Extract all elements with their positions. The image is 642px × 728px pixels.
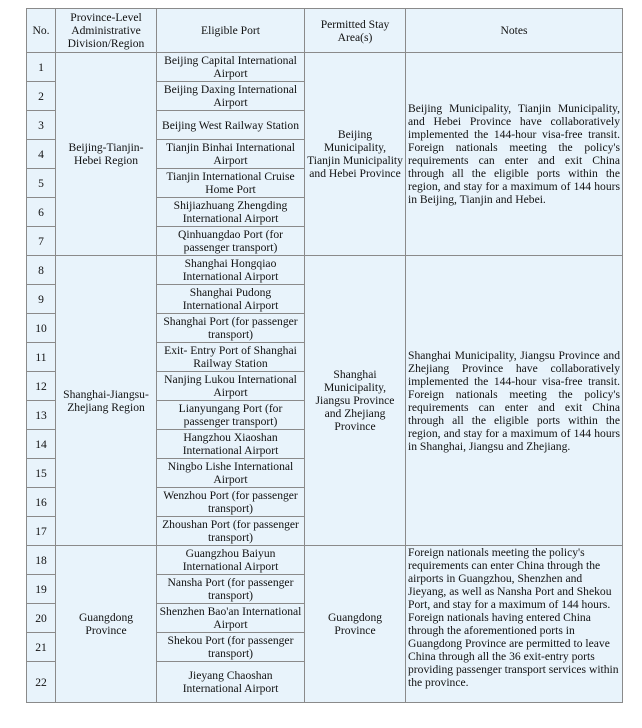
- row-number: 13: [27, 401, 56, 430]
- row-number: 9: [27, 285, 56, 314]
- header-province: Province-Level Administrative Division/Region: [56, 9, 157, 53]
- table-body: [27, 53, 623, 703]
- row-number: 16: [27, 488, 56, 517]
- port-cell: Hangzhou Xiaoshan International Airport: [157, 430, 305, 459]
- stay-area-cell: Guangdong Province: [305, 546, 406, 703]
- port-cell: Qinhuangdao Port (for passenger transport): [157, 227, 305, 256]
- table-row: [27, 53, 623, 82]
- header-stay: Permitted Stay Area(s): [305, 9, 406, 53]
- row-number: 6: [27, 198, 56, 227]
- row-number: 14: [27, 430, 56, 459]
- row-number: 1: [27, 53, 56, 82]
- port-cell: Shekou Port (for passenger transport): [157, 633, 305, 662]
- port-cell: Shanghai Port (for passenger transport): [157, 314, 305, 343]
- port-cell: Nansha Port (for passenger transport): [157, 575, 305, 604]
- port-cell: Tianjin Binhai International Airport: [157, 140, 305, 169]
- port-cell: Shijiazhuang Zhengding International Airport: [157, 198, 305, 227]
- region-cell: Guangdong Province: [56, 546, 157, 703]
- port-cell: Exit- Entry Port of Shanghai Railway Station: [157, 343, 305, 372]
- row-number: 15: [27, 459, 56, 488]
- port-cell: Shanghai Pudong International Airport: [157, 285, 305, 314]
- row-number: 11: [27, 343, 56, 372]
- table-row: [27, 546, 623, 575]
- row-number: 18: [27, 546, 56, 575]
- stay-area-cell: Beijing Municipality, Tianjin Municipality and Hebei Province: [305, 53, 406, 256]
- header-port: Eligible Port: [157, 9, 305, 53]
- region-cell: Beijing-Tianjin-Hebei Region: [56, 53, 157, 256]
- row-number: 12: [27, 372, 56, 401]
- port-cell: Beijing West Railway Station: [157, 111, 305, 140]
- row-number: 2: [27, 82, 56, 111]
- region-cell: Shanghai-Jiangsu-Zhejiang Region: [56, 256, 157, 546]
- port-cell: Beijing Capital International Airport: [157, 53, 305, 82]
- row-number: 20: [27, 604, 56, 633]
- visa-free-ports-table: [26, 8, 623, 703]
- row-number: 3: [27, 111, 56, 140]
- header-notes: Notes: [406, 9, 623, 53]
- table-row: [27, 256, 623, 285]
- row-number: 21: [27, 633, 56, 662]
- port-cell: Shenzhen Bao'an International Airport: [157, 604, 305, 633]
- row-number: 4: [27, 140, 56, 169]
- stay-area-cell: Shanghai Municipality, Jiangsu Province and Zhejiang Province: [305, 256, 406, 546]
- port-cell: Shanghai Hongqiao International Airport: [157, 256, 305, 285]
- port-cell: Nanjing Lukou International Airport: [157, 372, 305, 401]
- port-cell: Zhoushan Port (for passenger transport): [157, 517, 305, 546]
- port-cell: Beijing Daxing International Airport: [157, 82, 305, 111]
- notes-cell: Shanghai Municipality, Jiangsu Province and Zhejiang Province have collaboratively implemented the 144-hour visa-free transit. Foreign nationals meeting the policy's requirements can enter and exit China through all the eligible ports within the region, and stay for a maximum of 144 hours in Shanghai, Jiangsu and Zhejiang.: [406, 256, 623, 546]
- row-number: 10: [27, 314, 56, 343]
- row-number: 17: [27, 517, 56, 546]
- row-number: 5: [27, 169, 56, 198]
- row-number: 8: [27, 256, 56, 285]
- notes-cell: Beijing Municipality, Tianjin Municipality, and Hebei Province have collaboratively implemented the 144-hour visa-free transit. Foreign nationals meeting the policy's requirements can enter and exit China through all the eligible ports within the region, and stay for a maximum of 144 hours in Beijing, Tianjin and Hebei.: [406, 53, 623, 256]
- header-no: No.: [27, 9, 56, 53]
- row-number: 7: [27, 227, 56, 256]
- port-cell: Guangzhou Baiyun International Airport: [157, 546, 305, 575]
- notes-cell: Foreign nationals meeting the policy's requirements can enter China through the airports in Guangzhou, Shenzhen and Jieyang, as well as Nansha Port and Shekou Port, and stay for a maximum of 144 hours. Foreign nationals having entered China through the aforementioned ports in Guangdong Province are permitted to leave China through all the 36 exit-entry ports providing passenger transport services within the province.: [406, 546, 623, 703]
- port-cell: Ningbo Lishe International Airport: [157, 459, 305, 488]
- port-cell: Wenzhou Port (for passenger transport): [157, 488, 305, 517]
- port-cell: Tianjin International Cruise Home Port: [157, 169, 305, 198]
- port-cell: Jieyang Chaoshan International Airport: [157, 662, 305, 703]
- port-cell: Lianyungang Port (for passenger transport): [157, 401, 305, 430]
- row-number: 19: [27, 575, 56, 604]
- row-number: 22: [27, 662, 56, 703]
- header-row: [27, 9, 623, 53]
